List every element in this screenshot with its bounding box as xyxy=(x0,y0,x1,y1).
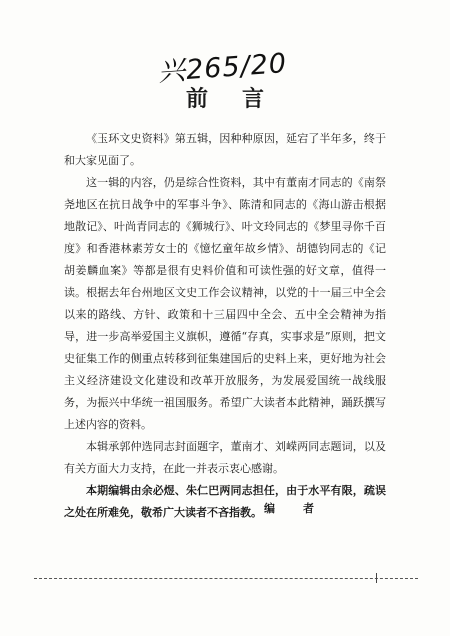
paragraph-1: 《玉环文史资料》第五辑，因种种原因，延宕了半年多，终于和大家见面了。 xyxy=(64,132,386,167)
title-char-2: 言 xyxy=(242,87,265,112)
title-char-1: 前 xyxy=(185,87,208,112)
paragraph-3: 本辑承郭仲选同志封面题字，董南才、刘嵘两同志题词，以及有关方面大力支持，在此一并表示衷心感谢。 xyxy=(64,440,386,475)
preface-body xyxy=(64,128,386,524)
paragraph-2: 这一辑的内容，仍是综合性资料，其中有董南才同志的《南祭尧地区在抗日战争中的军事斗争》、陈清和同志的《海山游击根据地散记》、叶尚青同志的《狮城行》、叶文玲同志的《梦里寻你千百度》和香港林素芳女士的《憶忆童年故乡情》、胡德钧同志的《记胡姜麟血案》等都是很有史料价值和可读性强的好文章，值得一读。根据去年台州地区文史工作会议精神，以党的十一届三中全会以来的路线、方针、政策和十三届四中全会、五中全会精神为指导，进一步高举爱国主义旗帜，遵循“存真，实事求是”原则，把文史征集工作的侧重点转移到征集建国后的史料上来，更好地为社会主义经济建设文化建设和改革开放服务，为发展爱国统一战线服务，为振兴中华统一祖国服务。希望广大读者本此精神，踊跃撰写上述内容的资料。 xyxy=(64,176,386,431)
page-title xyxy=(0,82,450,113)
signature-editors: 编者 xyxy=(264,502,342,515)
paragraph-4: 本期编辑由余必煜、朱仁巴两同志担任，由于水平有限，疏误之处在所难免，敬希广大读者不吝指教。 xyxy=(64,484,386,519)
divider-tick xyxy=(376,573,377,583)
handwritten-catalog-mark: 兴265/20 xyxy=(157,48,288,88)
bottom-divider xyxy=(34,578,418,579)
